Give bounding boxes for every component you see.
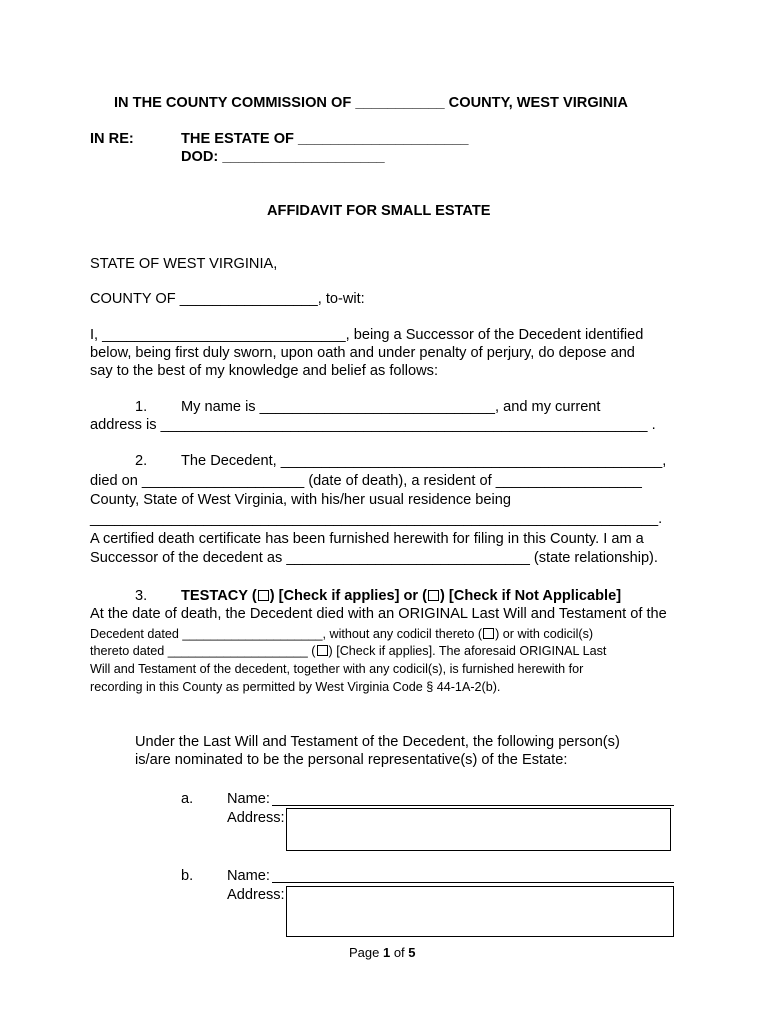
representative-address-field[interactable] xyxy=(286,886,674,937)
testacy-applies-checkbox[interactable] xyxy=(258,590,269,601)
para3-text: Decedent dated ____________________, without any codicil thereto ( xyxy=(90,627,483,641)
intro-line: I, ______________________________, being a Successor of the Decedent identified xyxy=(90,327,644,343)
representative-letter: b. xyxy=(181,868,194,884)
para3-text: ) [Check if applies]. The aforesaid ORIGINAL Last xyxy=(328,644,607,658)
para3-line xyxy=(90,626,593,642)
representative-address-field[interactable] xyxy=(286,808,671,851)
page-word: Page xyxy=(349,945,383,960)
para2-line: ______________________________________________________________________. xyxy=(90,511,663,527)
in-re-label: IN RE: xyxy=(90,131,134,147)
para3-text: ) or with codicil(s) xyxy=(495,627,594,641)
testacy-heading-text: ) [Check if Not Applicable] xyxy=(440,588,622,604)
representatives-intro: is/are nominated to be the personal representative(s) of the Estate: xyxy=(135,752,568,768)
estate-of-line: THE ESTATE OF _____________________ xyxy=(181,131,469,147)
intro-line: below, being first duly sworn, upon oath and under penalty of perjury, do depose and xyxy=(90,345,635,361)
document-title: AFFIDAVIT FOR SMALL ESTATE xyxy=(267,203,491,219)
para3-line: Will and Testament of the decedent, together with any codicil(s), is furnished herewith for xyxy=(90,662,584,676)
representative-name-field[interactable] xyxy=(272,805,674,806)
intro-line: say to the best of my knowledge and belief as follows: xyxy=(90,363,439,379)
para3-line: recording in this County as permitted by West Virginia Code § 44-1A-2(b). xyxy=(90,680,501,694)
representative-name-label: Name: xyxy=(227,868,270,884)
representative-name-label: Name: xyxy=(227,791,270,807)
representative-name-field[interactable] xyxy=(272,882,674,883)
para3-line xyxy=(90,643,606,659)
para-number: 2. xyxy=(135,453,148,469)
no-codicil-checkbox[interactable] xyxy=(483,628,494,639)
representatives-intro: Under the Last Will and Testament of the Decedent, the following person(s) xyxy=(135,734,620,750)
para1-line: address is ____________________________________________________________ . xyxy=(90,417,656,433)
court-caption: IN THE COUNTY COMMISSION OF ___________ COUNTY, WEST VIRGINIA xyxy=(114,95,628,111)
date-of-death-line: DOD: ____________________ xyxy=(181,149,385,165)
para2-line: Successor of the decedent as ______________________________ (state relationship). xyxy=(90,550,658,566)
testacy-heading-text: TESTACY ( xyxy=(181,588,257,604)
para2-line: died on ____________________ (date of death), a resident of __________________ xyxy=(90,473,642,489)
testacy-heading xyxy=(181,587,621,605)
para3-text: thereto dated ____________________ ( xyxy=(90,644,316,658)
page-total: 5 xyxy=(408,945,416,960)
page-current: 1 xyxy=(382,945,391,960)
representative-address-label: Address: xyxy=(227,887,285,903)
codicil-applies-checkbox[interactable] xyxy=(317,645,328,656)
para2-line: The Decedent, _______________________________________________, xyxy=(181,453,667,469)
representative-letter: a. xyxy=(181,791,194,807)
para2-line: County, State of West Virginia, with his/her usual residence being xyxy=(90,492,512,508)
venue-county: COUNTY OF _________________, to-wit: xyxy=(90,291,365,307)
testacy-not-applicable-checkbox[interactable] xyxy=(428,590,439,601)
para2-line: A certified death certificate has been furnished herewith for filing in this County. I am a xyxy=(90,531,644,547)
para3-text: At the date of death, the Decedent died with an ORIGINAL Last Will and Testament of the xyxy=(90,606,667,622)
para3-line xyxy=(90,605,667,623)
page-of: of xyxy=(390,945,409,960)
page-indicator xyxy=(349,945,416,960)
para1-line: My name is _____________________________, and my current xyxy=(181,399,601,415)
testacy-heading-text: ) [Check if applies] or ( xyxy=(269,588,427,604)
para-number: 1. xyxy=(135,399,148,415)
para-number: 3. xyxy=(135,588,148,604)
representative-address-label: Address: xyxy=(227,810,285,826)
venue-state: STATE OF WEST VIRGINIA, xyxy=(90,256,278,272)
